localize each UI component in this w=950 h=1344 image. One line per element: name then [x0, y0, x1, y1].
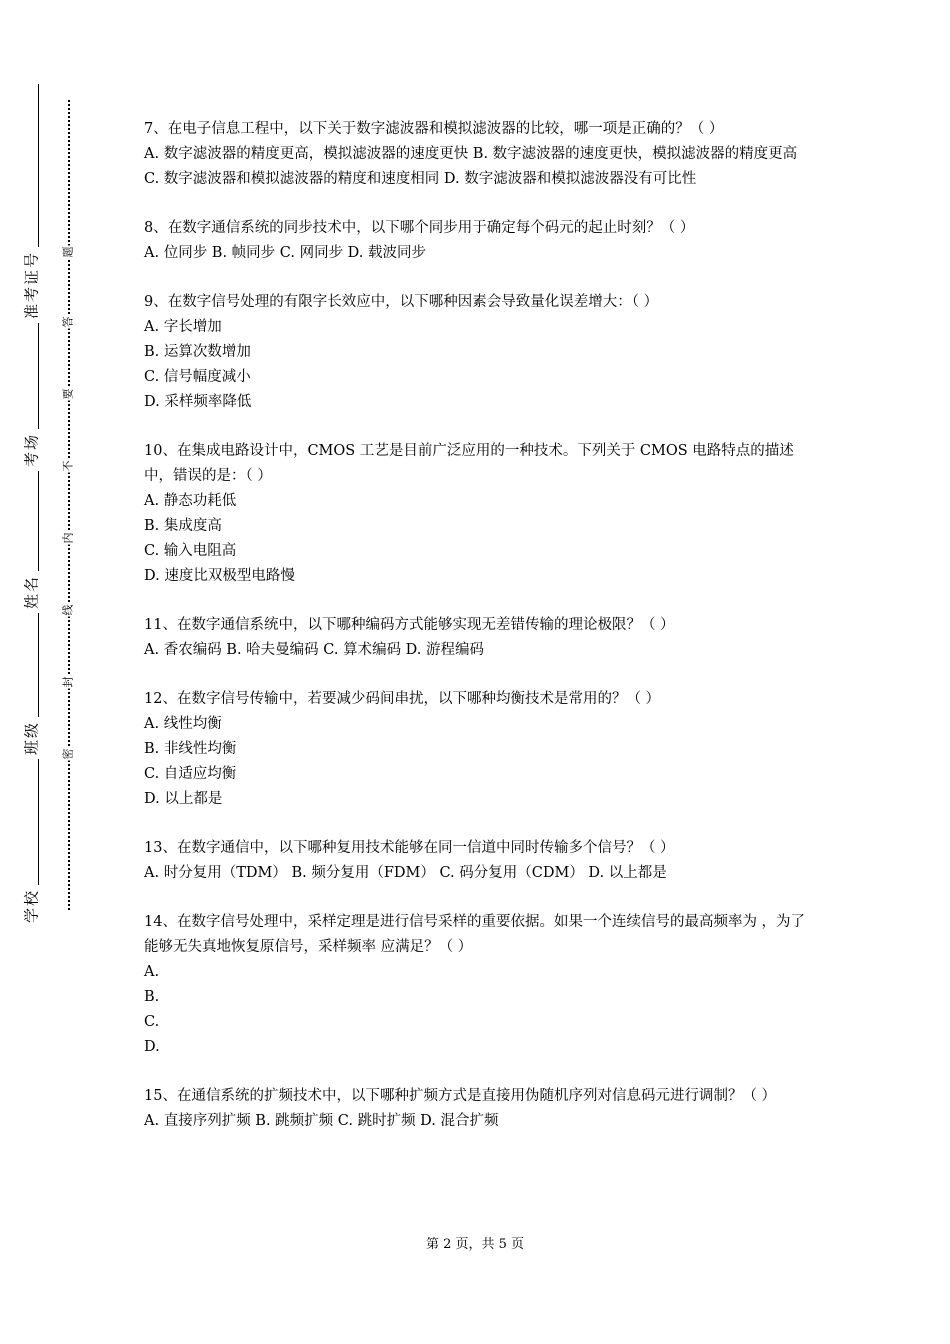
question-options: A. 香农编码 B. 哈夫曼编码 C. 算术编码 D. 游程编码 — [144, 642, 485, 658]
option-c: C. 自适应均衡 — [144, 766, 237, 782]
exam-room-label: 考场 — [21, 429, 42, 471]
question-7 — [144, 117, 816, 192]
question-stem: 8、在数字通信系统的同步技术中，以下哪个同步用于确定每个码元的起止时刻？（ ） — [144, 220, 695, 236]
question-options: A. 时分复用（TDM） B. 频分复用（FDM） C. 码分复用（CDM） D. 以上都是 — [144, 865, 667, 881]
binding-line-dotted — [68, 100, 70, 910]
question-list — [144, 117, 816, 1158]
seal-char: 线 — [61, 604, 75, 616]
question-9 — [144, 290, 816, 415]
question-stem: 7、在电子信息工程中，以下关于数字滤波器和模拟滤波器的比较，哪一项是正确的？（ ） — [144, 121, 724, 137]
question-12 — [144, 687, 816, 812]
question-options: A. 直接序列扩频 B. 跳频扩频 C. 跳时扩频 D. 混合扩频 — [144, 1113, 499, 1129]
option-d: D. 采样频率降低 — [144, 394, 252, 410]
question-options: A. 数字滤波器的精度更高，模拟滤波器的速度更快 B. 数字滤波器的速度更快，模拟滤波器的精度更高 C. 数字滤波器和模拟滤波器的精度和速度相同 D. 数字滤波器和模拟滤波器没有可比性 — [144, 146, 798, 187]
question-13 — [144, 836, 816, 886]
question-11 — [144, 613, 816, 663]
school-label: 学校 — [21, 885, 42, 927]
seal-char: 密 — [61, 748, 75, 760]
option-d: D. — [144, 1039, 160, 1055]
option-a: A. 线性均衡 — [144, 716, 222, 732]
page-number: 第 2 页，共 5 页 — [425, 1237, 525, 1252]
option-b: B. — [144, 989, 160, 1005]
option-a: A. 静态功耗低 — [144, 493, 237, 509]
option-c: C. — [144, 1014, 160, 1030]
option-d: D. 以上都是 — [144, 791, 223, 807]
option-a: A. — [144, 964, 160, 980]
question-8 — [144, 216, 816, 266]
option-c: C. 信号幅度减小 — [144, 369, 251, 385]
seal-char: 内 — [61, 532, 75, 544]
seal-char: 要 — [61, 388, 75, 400]
question-stem: 9、在数字信号处理的有限字长效应中，以下哪种因素会导致量化误差增大：（ ） — [144, 294, 659, 310]
question-stem: 15、在通信系统的扩频技术中，以下哪种扩频方式是直接用伪随机序列对信息码元进行调制？（ ） — [144, 1088, 777, 1104]
option-d: D. 速度比双极型电路慢 — [144, 568, 295, 584]
question-stem: 13、在数字通信中，以下哪种复用技术能够在同一信道中同时传输多个信号？（ ） — [144, 840, 675, 856]
seal-char: 题 — [61, 246, 75, 258]
question-options: A. 位同步 B. 帧同步 C. 网同步 D. 载波同步 — [144, 245, 427, 261]
option-b: B. 集成度高 — [144, 518, 222, 534]
option-b: B. 非线性均衡 — [144, 741, 237, 757]
seal-char: 封 — [61, 676, 75, 688]
question-stem: 11、在数字通信系统中，以下哪种编码方式能够实现无差错传输的理论极限？（ ） — [144, 617, 675, 633]
seal-char: 不 — [61, 460, 75, 472]
question-stem: 14、在数字信号处理中，采样定理是进行信号采样的重要依据。如果一个连续信号的最高频率为 ，为了能够无失真地恢复原信号，采样频率 应满足？（ ） — [144, 914, 806, 955]
name-label: 姓名 — [21, 571, 42, 613]
exam-number-label: 准考证号 — [21, 247, 42, 323]
option-a: A. 字长增加 — [144, 319, 222, 335]
option-b: B. 运算次数增加 — [144, 344, 251, 360]
question-15 — [144, 1084, 816, 1134]
question-14 — [144, 910, 816, 1060]
question-stem: 12、在数字信号传输中，若要减少码间串扰，以下哪种均衡技术是常用的？（ ） — [144, 691, 661, 707]
question-stem: 10、在集成电路设计中，CMOS 工艺是目前广泛应用的一种技术。下列关于 CMOS 电路特点的描述中，错误的是：（ ） — [144, 443, 794, 484]
seal-char: 答 — [61, 316, 75, 328]
class-label: 班级 — [21, 717, 42, 759]
question-10 — [144, 439, 816, 589]
option-c: C. 输入电阻高 — [144, 543, 237, 559]
binding-line-solid — [38, 84, 39, 920]
